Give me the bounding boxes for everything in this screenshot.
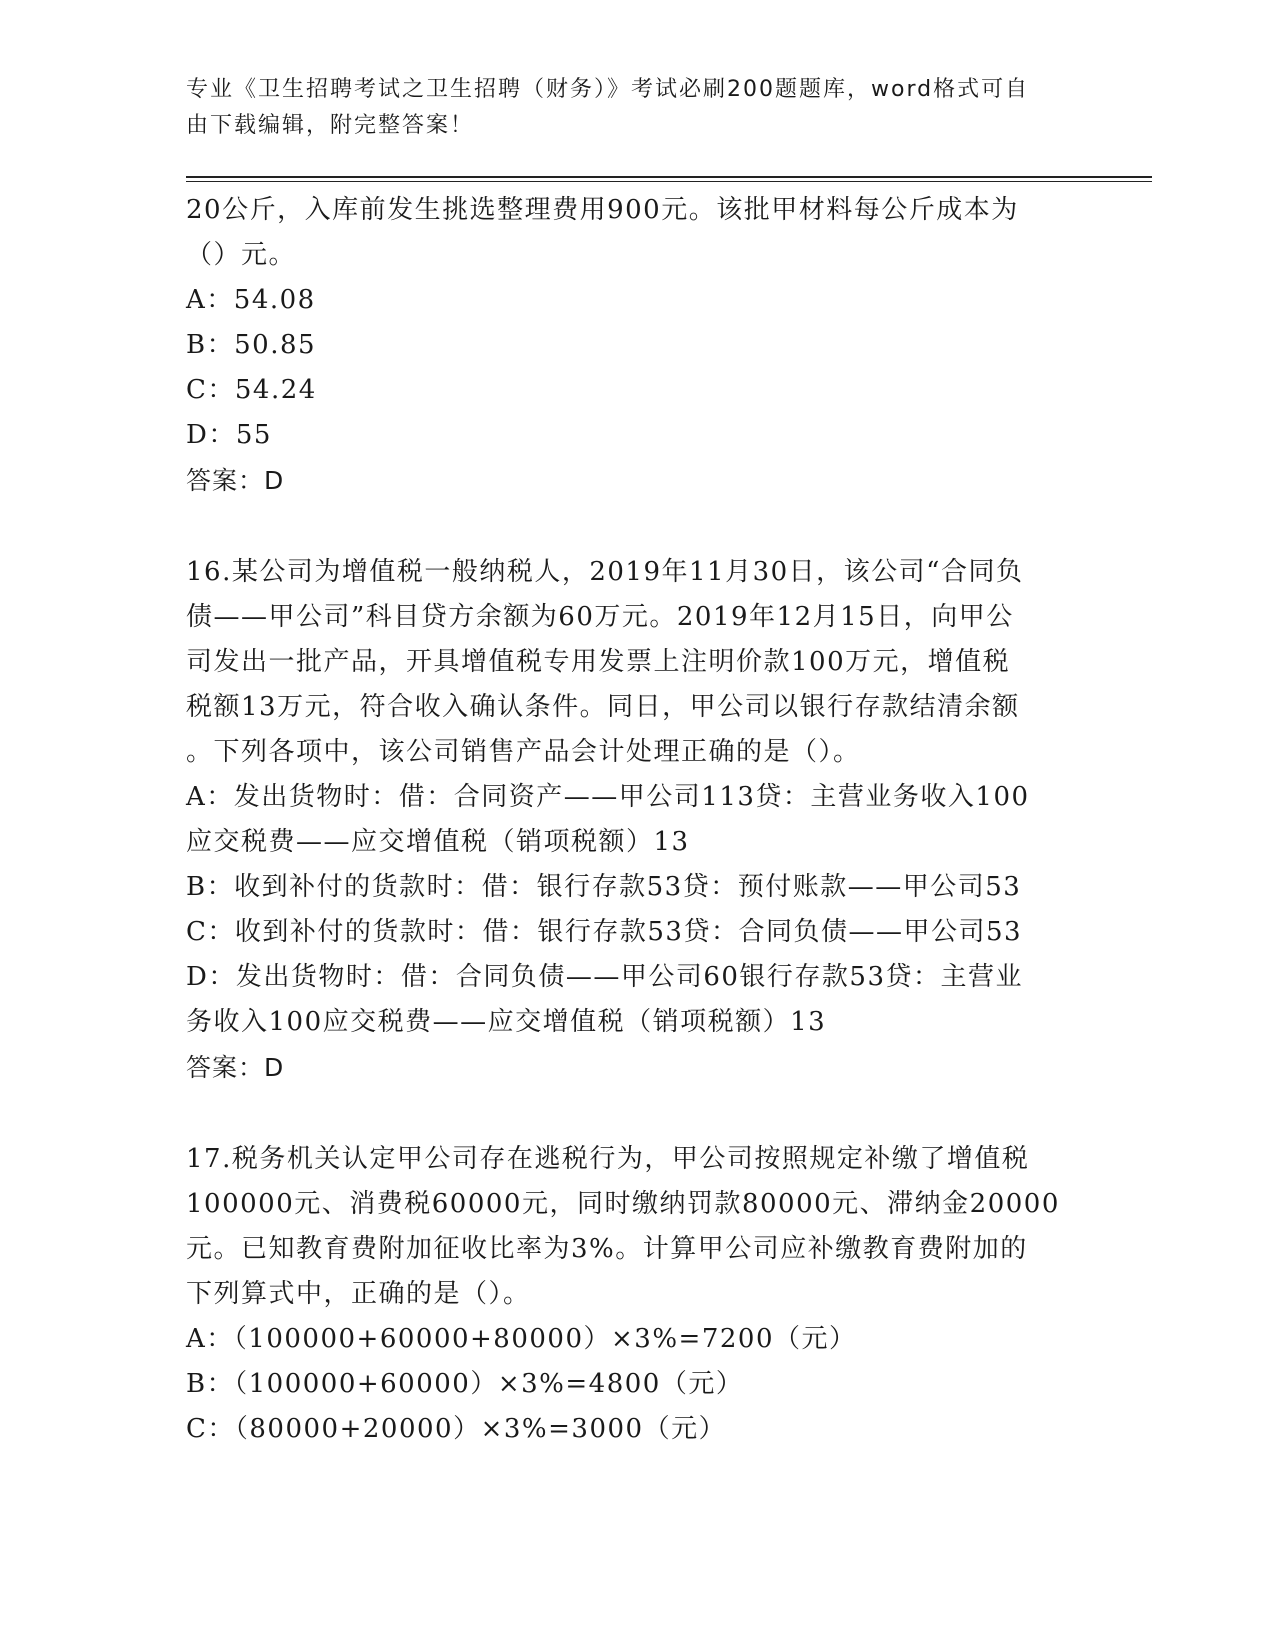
header-divider-thick (186, 176, 1152, 178)
question-stem-line: 16.某公司为增值税一般纳税人，2019年11月30日，该公司“合同负 (186, 557, 1024, 587)
option-b: B：收到补付的货款时：借：银行存款53贷：预付账款——甲公司53 (186, 872, 1022, 902)
question-spacer (186, 1090, 1086, 1137)
header-title-line-1: 专业《卫生招聘考试之卫生招聘（财务）》考试必刷200题题库，word格式可自 (186, 77, 1030, 102)
document-body (186, 188, 1086, 1452)
header-title-line-2: 由下载编辑，附完整答案！ (186, 113, 475, 138)
option-a: A：54.08 (186, 285, 316, 315)
question-stem-line: 司发出一批产品，开具增值税专用发票上注明价款100万元，增值税 (186, 647, 1011, 677)
document-header (186, 72, 1066, 144)
option-c: C：54.24 (186, 375, 317, 405)
question-16 (186, 550, 1086, 1090)
option-b: B：50.85 (186, 330, 317, 360)
question-stem-line: 债——甲公司”科目贷方余额为60万元。2019年12月15日，向甲公 (186, 602, 1014, 632)
question-stem-line: 。下列各项中，该公司销售产品会计处理正确的是（）。 (186, 737, 861, 767)
question-stem-line: 元。已知教育费附加征收比率为3%。计算甲公司应补缴教育费附加的 (186, 1234, 1028, 1264)
question-spacer (186, 503, 1086, 550)
question-stem-line: 下列算式中，正确的是（）。 (186, 1279, 531, 1309)
question-17 (186, 1137, 1086, 1452)
question-stem-line: 100000元、消费税60000元，同时缴纳罚款80000元、滞纳金20000 (186, 1189, 1060, 1219)
option-d: D：发出货物时：借：合同负债——甲公司60银行存款53贷：主营业 (186, 962, 1024, 992)
option-d: D：55 (186, 420, 272, 450)
question-stem-line: 17.税务机关认定甲公司存在逃税行为，甲公司按照规定补缴了增值税 (186, 1144, 1030, 1174)
question-stem-line: 税额13万元，符合收入确认条件。同日，甲公司以银行存款结清余额 (186, 692, 1020, 722)
option-c: C：收到补付的货款时：借：银行存款53贷：合同负债——甲公司53 (186, 917, 1023, 947)
question-stem-line: （）元。 (186, 240, 297, 270)
option-c: C：（80000+20000）×3%=3000（元） (186, 1414, 727, 1444)
question-15 (186, 188, 1086, 503)
option-a: A：发出货物时：借：合同资产——甲公司113贷：主营业务收入100 (186, 782, 1030, 812)
header-divider-thin (186, 181, 1152, 182)
option-a-continued: 应交税费——应交增值税（销项税额）13 (186, 827, 690, 857)
option-b: B：（100000+60000）×3%=4800（元） (186, 1369, 744, 1399)
option-d-continued: 务收入100应交税费——应交增值税（销项税额）13 (186, 1007, 827, 1037)
question-stem-line: 20公斤，入库前发生挑选整理费用900元。该批甲材料每公斤成本为 (186, 195, 1019, 225)
answer-line: 答案：D (186, 1053, 285, 1082)
answer-line: 答案：D (186, 466, 285, 495)
option-a: A：（100000+60000+80000）×3%=7200（元） (186, 1324, 857, 1354)
